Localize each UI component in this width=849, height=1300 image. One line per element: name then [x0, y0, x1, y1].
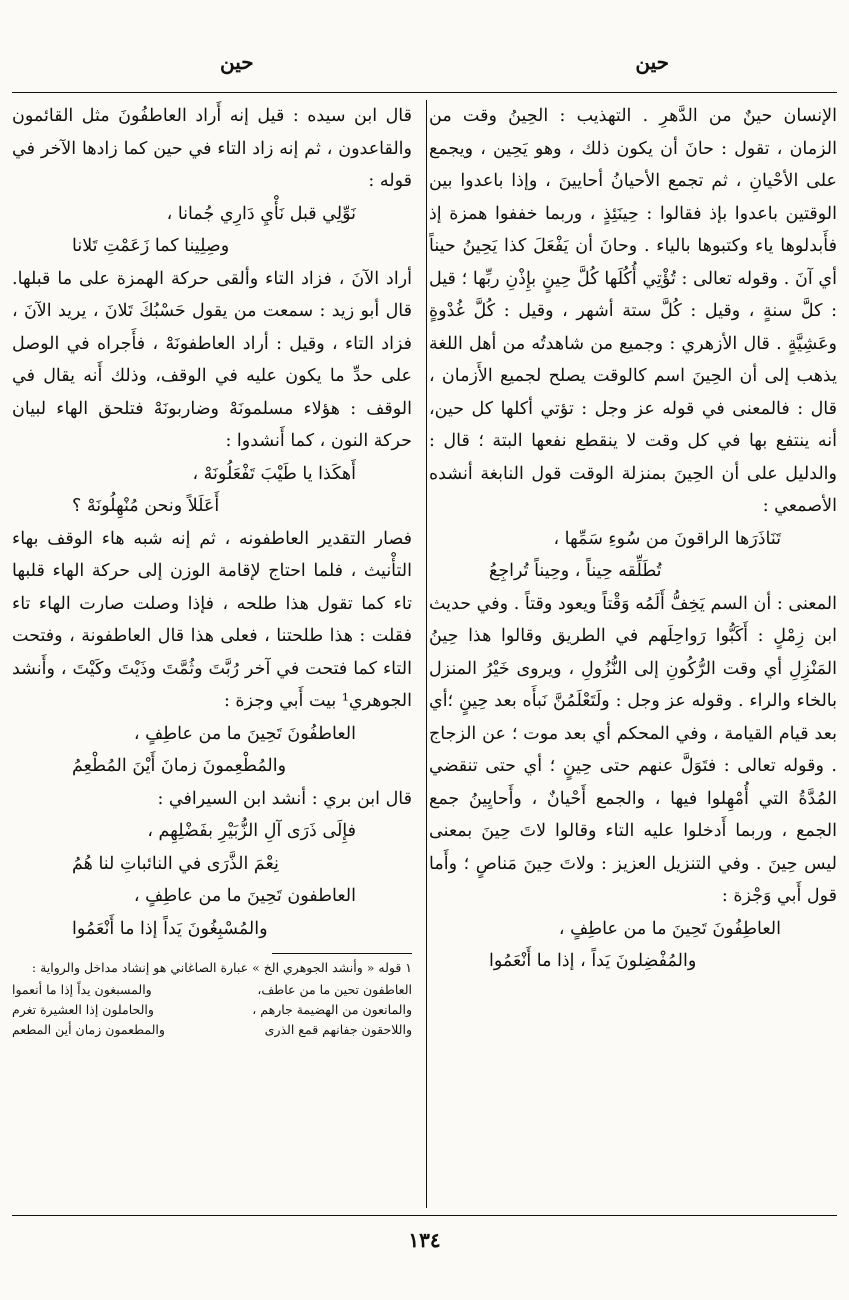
- verse-first-hemistich: العاطفُونَ تَحِينَ ما من عاطِفٍ ،: [133, 723, 356, 744]
- paragraph: قال ابن بري : أنشد ابن السيرافي :: [157, 788, 412, 809]
- left-column: [12, 100, 412, 1208]
- verse: [12, 815, 412, 880]
- footer-rule: [12, 1215, 837, 1216]
- two-column-body: [12, 100, 837, 1208]
- verse: [12, 458, 412, 523]
- running-headword-right: حين: [635, 50, 669, 74]
- paragraph: قال ابن سيده : قيل إنه أَراد العاطفُونَ مثل القائمون والقاعدون ، ثم إنه زاد التاء في حين كما زادها الآخر في قوله :: [12, 106, 412, 191]
- page-header: [0, 50, 849, 90]
- footnote-rule: [272, 953, 412, 954]
- page-number: ١٣٤: [408, 1228, 441, 1252]
- column-divider: [426, 100, 427, 1208]
- verse: [12, 880, 412, 945]
- verse-first-hemistich: العاطِفُونَ تَحِينَ ما من عاطِفٍ ،: [558, 918, 781, 939]
- verse-first-hemistich: أَهكَذا يا طَيْبَ تَفْعَلُونَهْ ،: [192, 463, 356, 484]
- footnote-hemistich: والمطعمون زمان أين المطعم: [12, 1022, 165, 1037]
- verse-second-hemistich: نِعْمَ الذَّرَى في النائباتِ لنا هُمُ: [72, 853, 279, 874]
- verse-first-hemistich: تَنَاذَرَها الراقونَ من سُوءِ سَمِّها ،: [553, 528, 781, 549]
- header-rule: [12, 92, 837, 93]
- footnote-verse-line: [12, 1000, 412, 1020]
- verse-second-hemistich: أَعَلَلاً ونحن مُنْهِلُونَهْ ؟: [72, 496, 220, 516]
- footnote-verses: [12, 980, 412, 1040]
- footnote-verse-line: [12, 980, 412, 1000]
- footnote-hemistich: والمسبغون يداً إذا ما أنعموا: [12, 982, 152, 997]
- paragraph: الإنسان حينٌ من الدَّهرِ . التهذيب : الحِينُ وقت من الزمان ، تقول : حانَ أن يكون ذلك ، وهو يَحِين ، ويجمع على الأحْيانِ ، ثم تجمع الأحيانُ أحايينَ ، وإذا باعدوا بين الوقتين باعدوا بإذ فقالوا : حِينَئِذٍ ، وربما خففوا همزة إذ فأَبدلوها ياء وكتبوها بالياء . وحانَ أن يَفْعَلَ كذا يَحِينُ حيناً أي آنَ . وقوله تعالى : تُؤْتِي أُكُلَها كُلَّ حِينٍ بإِذْنِ ربِّها ؛ قيل : كلَّ سنةٍ ، وقيل : كُلَّ ستة أشهر ، وقيل : كُلَّ غُدْوةٍ وعَشِيَّةٍ . قال الأزهري : وجميع من شاهدتُه من أهل اللغة يذهب إلى أن الحِينَ اسم كالوقت يصلح لجميع الأَزمان ، قال : فالمعنى في قوله عز وجل : تؤتي أكلها كل حين، أنه ينتفع بها في كل وقت لا ينقطع نفعها البتة ؛ قال : والدليل على أن الحِينَ بمنزلة الوقت قول النابغة أنشده الأصمعي :: [429, 106, 837, 516]
- footnote-hemistich: العاطفون تحين ما من عاطف،: [257, 982, 412, 997]
- paragraph: أراد الآنَ ، فزاد التاء وألقى حركة الهمزة على ما قبلها. قال أبو زيد : سمعت من يقول حَسْبُكَ تَلانَ ، يريد الآنَ ، فزاد التاء ، وقيل : أراد العاطفونَهْ ، فأَجراه في الوصل على حدِّ ما يكون عليه في الوقف، وذلك أَنه يقال في الوقف : هؤلاء مسلمونَهْ وضاربونَهْ فتلحق الهاء لبيان حركة النون ، كما أَنشدوا :: [12, 268, 412, 451]
- paragraph: فصار التقدير العاطفونه ، ثم إنه شبه هاء الوقف بهاء التأْنيث ، فلما احتاج لإقامة الوزن إلى حركة الهاء قلبها تاء كما تقول هذا طلحه ، فإذا وصلت صارت الهاء تاء فقلت : هذا طلحتنا ، فعلى هذا قال العاطفونة ، وفتحت التاء كما فتحت في آخر رُبَّتَ وثُمَّتَ وذَيْتَ وكَيْتَ ، وأَنشد الجوهري¹ بيت أَبي وجزة :: [12, 528, 412, 711]
- right-column: [429, 100, 837, 1208]
- verse-second-hemistich: تُطَلِّقه حِيناً ، وحِيناً تُراجِعُ: [489, 561, 662, 581]
- verse-second-hemistich: والمُفْضِلونَ يَداً ، إذا ما أَنْعَمُوا: [489, 951, 697, 971]
- footnote: ١ قوله « وأنشد الجوهري الخ » عبارة الصاغاني هو إنشاد مداخل والرواية :: [31, 960, 412, 975]
- footnote-hemistich: واللاحقون جفانهم قمع الذرى: [264, 1022, 412, 1037]
- verse-first-hemistich: نَوِّلِي قبل نَأْيِ دَارِي جُمانا ،: [166, 203, 356, 224]
- footnote-hemistich: والحاملون إذا العشيرة تغرم: [12, 1002, 154, 1017]
- paragraph: المعنى : أن السم يَخِفُّ أَلَمُه وَقْتاً ويعود وقتاً . وفي حديث ابن زِمْلٍ : أَكَبُّوا رَواحِلَهم في الطريق وقالوا هذا حِينُ المَنْزِلِ أي وقت الرُّكُونِ إلى النُّزُولِ ، ويروى خَيْرُ المنزل بالخاء والراء . وقوله عز وجل : ولَتَعْلَمُنَّ نَبأَه بعد حِينٍ ؛أي بعد قيام القيامة ، وفي المحكم أي بعد موت ؛ عن الزجاج . وقوله تعالى : فتَوَلَّ عنهم حتى حِينٍ ؛ أي حتى تنقضي المُدَّةُ التي أُمْهِلوا فيها ، والجمع أَحْيانٌ ، وأَحايِينُ جمع الجمع ، وربما أَدخلوا عليه التاء وقالوا لاتَ حِينَ بمعنى ليس حِينَ . وفي التنزيل العزيز : ولاتَ حِينَ مَناصٍ ؛ وأَما قول أَبي وَجْزة :: [429, 593, 837, 906]
- verse: [429, 913, 837, 978]
- footnote-verse-line: [12, 1020, 412, 1040]
- verse-second-hemistich: والمُطْعِمونَ زمانَ أَيْنَ المُطْعِمُ: [72, 756, 287, 776]
- verse-first-hemistich: العاطفون تَحِينَ ما من عاطِفٍ ،: [133, 886, 356, 906]
- verse-second-hemistich: والمُسْبِغُونَ يَداً إذا ما أَنْعَمُوا: [72, 918, 268, 939]
- footnote-hemistich: والمانعون من الهضيمة جارهم ،: [252, 1002, 412, 1017]
- verse-first-hemistich: فإِلَى ذَرَى آلِ الزُّبَيْرِ بفَضْلِهِم ،: [147, 821, 356, 841]
- verse: [429, 523, 837, 588]
- verse-second-hemistich: وصِلِينا كما زَعَمْتِ تَلانا: [72, 236, 230, 256]
- running-headword-left: حين: [220, 50, 254, 74]
- verse: [12, 198, 412, 263]
- verse: [12, 718, 412, 783]
